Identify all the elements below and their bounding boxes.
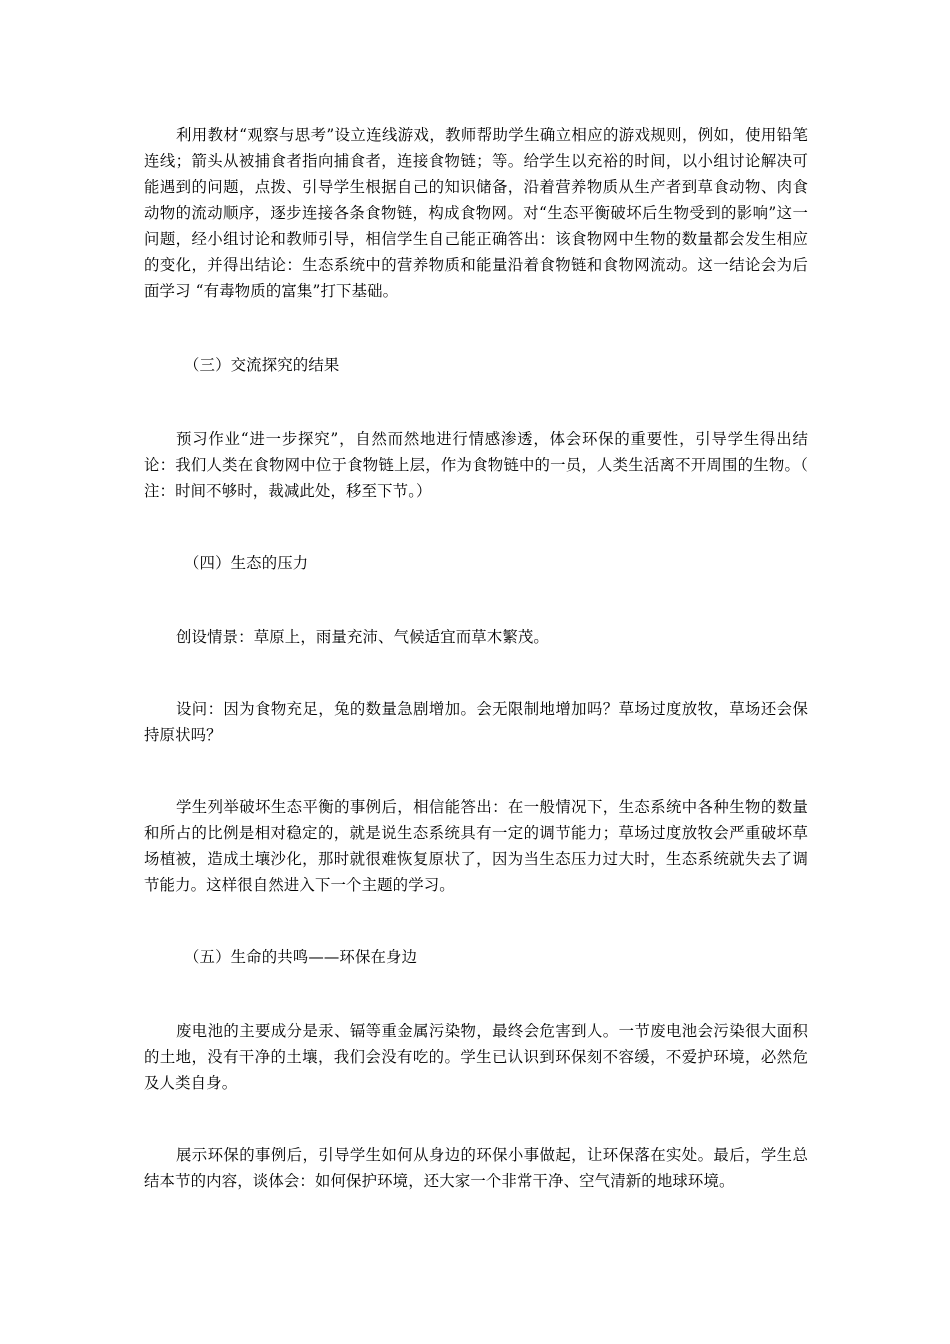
section-heading-3: （三）交流探究的结果 (184, 356, 340, 374)
paragraph-environmental-action: 展示环保的事例后，引导学生如何从身边的环保小事做起，让环保落在实处。最后，学生总结本节的内容，谈体会：如何保护环境，还大家一个非常干净、空气清新的地球环境。 (144, 1146, 808, 1190)
section-heading-4: （四）生态的压力 (184, 554, 309, 572)
paragraph-question: 设问：因为食物充足，兔的数量急剧增加。会无限制地增加吗？草场过度放牧，草场还会保持原状吗？ (144, 700, 808, 744)
section-heading-5: （五）生命的共鸣——环保在身边 (184, 948, 418, 966)
paragraph-scenario: 创设情景：草原上，雨量充沛、气候适宜而草木繁茂。 (176, 628, 549, 646)
paragraph-ecological-balance: 学生列举破坏生态平衡的事例后，相信能答出：在一般情况下，生态系统中各种生物的数量和所占的比例是相对稳定的，就是说生态系统具有一定的调节能力；草场过度放牧会严重破坏草场植被，造成土壤沙化，那时就很难恢复原状了，因为当生态压力过大时，生态系统就失去了调节能力。这样很自然进入下一个主题的学习。 (144, 798, 808, 894)
document-body (144, 122, 808, 1194)
paragraph-food-web-game: 利用教材“观察与思考”设立连线游戏，教师帮助学生确立相应的游戏规则，例如，使用铅笔连线；箭头从被捕食者指向捕食者，连接食物链；等。给学生以充裕的时间，以小组讨论解决可能遇到的问题，点拨、引导学生根据自己的知识储备，沿着营养物质从生产者到草食动物、肉食动物的流动顺序，逐步连接各条食物链，构成食物网。对“生态平衡破坏后生物受到的影响”这一问题，经小组讨论和教师引导，相信学生自己能正确答出：该食物网中生物的数量都会发生相应的变化，并得出结论：生态系统中的营养物质和能量沿着食物链和食物网流动。这一结论会为后面学习 “有毒物质的富集”打下基础。 (144, 126, 808, 300)
paragraph-battery-pollution: 废电池的主要成分是汞、镉等重金属污染物，最终会危害到人。一节废电池会污染很大面积的土地，没有干净的土壤，我们会没有吃的。学生已认识到环保刻不容缓，不爱护环境，必然危及人类自身。 (144, 1022, 808, 1092)
paragraph-further-inquiry: 预习作业“进一步探究”，自然而然地进行情感渗透，体会环保的重要性，引导学生得出结论：我们人类在食物网中位于食物链上层，作为食物链中的一员，人类生活离不开周围的生物。（ 注：时间不够时，裁减此处，移至下节。） (144, 430, 808, 500)
